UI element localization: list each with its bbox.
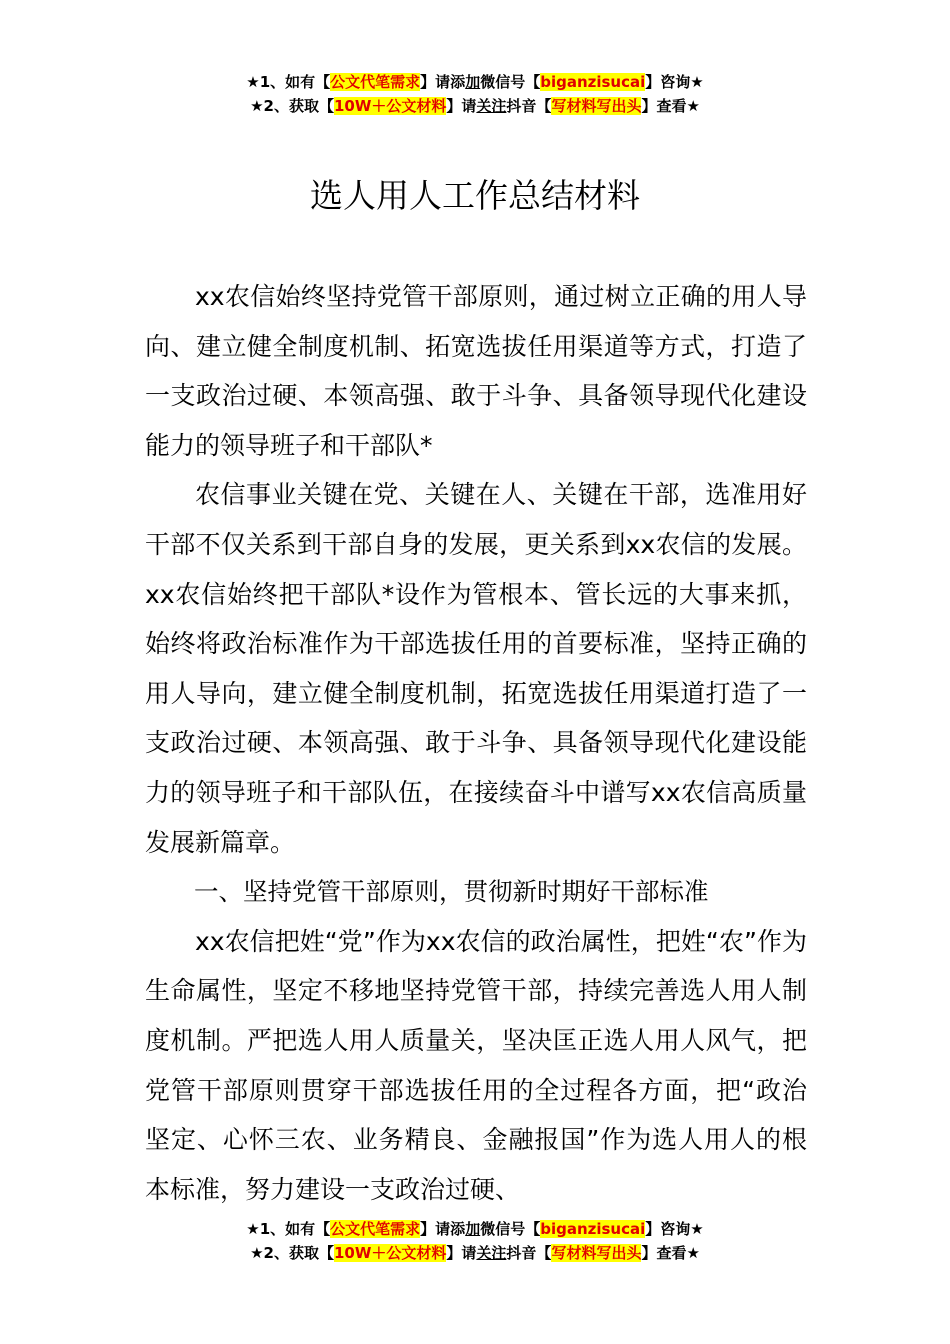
highlight-text: 写材料写出头 <box>551 97 642 115</box>
document-title: 选人用人工作总结材料 <box>310 176 640 215</box>
paragraph: xx农信把姓“党”作为xx农信的政治属性，把姓“农”作为生命属性，坚定不移地坚持党管干部，持续完善选人用人制度机制。严把选人用人质量关，坚决匡正选人用人风气，把党管干部原则贯穿干部选拔任用的全过程各方面，把“政治坚定、心怀三农、业务精良、金融报国”作为选人用人的根本标准，努力建设一支政治过硬、 <box>145 926 807 1204</box>
banner-line-2: ★2、获取【10W＋公文材料】请关注抖音【写材料写出头】查看★ <box>250 1244 700 1262</box>
highlight-text: biganzisucai <box>540 73 646 91</box>
banner-line-1: ★1、如有【公文代笔需求】请添加微信号【biganzisucai】咨询★ <box>246 73 704 91</box>
highlight-text: 10W＋公文材料 <box>333 1244 447 1262</box>
banner-line-1: ★1、如有【公文代笔需求】请添加微信号【biganzisucai】咨询★ <box>246 1220 704 1238</box>
paragraph: xx农信始终坚持党管干部原则，通过树立正确的用人导向、建立健全制度机制、拓宽选拔任用渠道等方式，打造了一支政治过硬、本领高强、敢于斗争、具备领导现代化建设能力的领导班子和干部队* <box>145 282 807 460</box>
highlight-text: biganzisucai <box>540 1220 646 1238</box>
header-banner <box>0 70 950 118</box>
highlight-text: 公文代笔需求 <box>330 73 421 91</box>
footer-banner <box>0 1217 950 1265</box>
banner-line-2: ★2、获取【10W＋公文材料】请关注抖音【写材料写出头】查看★ <box>250 97 700 115</box>
highlight-text: 写材料写出头 <box>551 1244 642 1262</box>
section-heading: 一、坚持党管干部原则，贯彻新时期好干部标准 <box>194 877 709 907</box>
highlight-text: 10W＋公文材料 <box>333 97 447 115</box>
paragraph: 农信事业关键在党、关键在人、关键在干部，选准用好干部不仅关系到干部自身的发展，更关系到xx农信的发展。xx农信始终把干部队*设作为管根本、管长远的大事来抓，始终将政治标准作为干部选拔任用的首要标准，坚持正确的用人导向，建立健全制度机制，拓宽选拔任用渠道打造了一支政治过硬、本领高强、敢于斗争、具备领导现代化建设能力的领导班子和干部队伍，在接续奋斗中谱写xx农信高质量发展新篇章。 <box>145 480 807 857</box>
document-body <box>145 272 807 1214</box>
highlight-text: 公文代笔需求 <box>330 1220 421 1238</box>
